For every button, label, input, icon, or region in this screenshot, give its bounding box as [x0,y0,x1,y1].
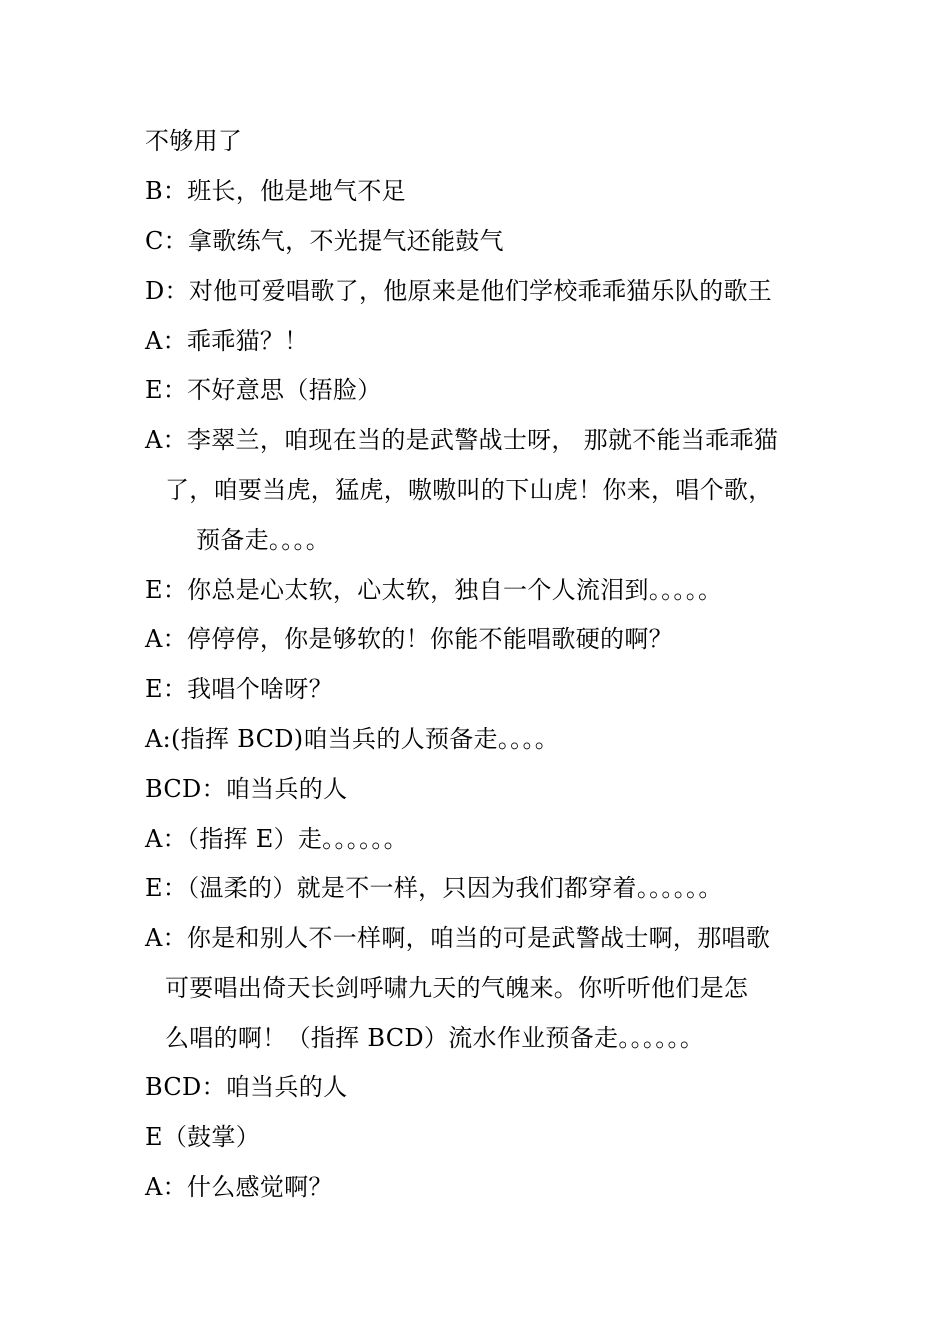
script-line: B：班长，他是地气不足 [145,177,406,205]
script-line: E（鼓掌） [145,1123,261,1151]
script-line: E：我唱个啥呀？ [145,675,333,703]
script-line: A：李翠兰，咱现在当的是武警战士呀， 那就不能当乖乖猫 [145,426,779,454]
script-line-continuation: 预备走。。。。 [196,526,331,554]
script-line: A：乖乖猫？！ [145,327,309,355]
script-line: E：你总是心太软，心太软，独自一个人流泪到。。。。。 [145,576,723,604]
script-line-continuation: 了，咱要当虎，猛虎，嗷嗷叫的下山虎！你来，唱个歌， [165,476,773,504]
script-line: BCD：咱当兵的人 [145,775,348,803]
script-line: A：什么感觉啊？ [145,1173,333,1201]
script-line: BCD：咱当兵的人 [145,1073,348,1101]
script-line-continuation: 可要唱出倚天长剑呼啸九天的气魄来。你听听他们是怎 [165,974,749,1002]
script-line: A：停停停，你是够软的！你能不能唱歌硬的啊？ [145,625,673,653]
script-line: A：（指挥 E）走。。。。。。 [145,825,408,853]
script-line: C：拿歌练气，不光提气还能鼓气 [145,227,504,255]
script-line-continuation: 么唱的啊！（指挥 BCD）流水作业预备走。。。。。。 [165,1024,705,1052]
script-line: A:(指挥 BCD)咱当兵的人预备走。。。。 [145,725,560,753]
script-line: A：你是和别人不一样啊，咱当的可是武警战士啊，那唱歌 [145,924,771,952]
script-line: D：对他可爱唱歌了，他原来是他们学校乖乖猫乐队的歌王 [145,277,773,305]
script-line: E：不好意思（捂脸） [145,376,382,404]
script-line: E：（温柔的）就是不一样，只因为我们都穿着。。。。。。 [145,874,723,902]
script-line: 不够用了 [145,127,243,155]
